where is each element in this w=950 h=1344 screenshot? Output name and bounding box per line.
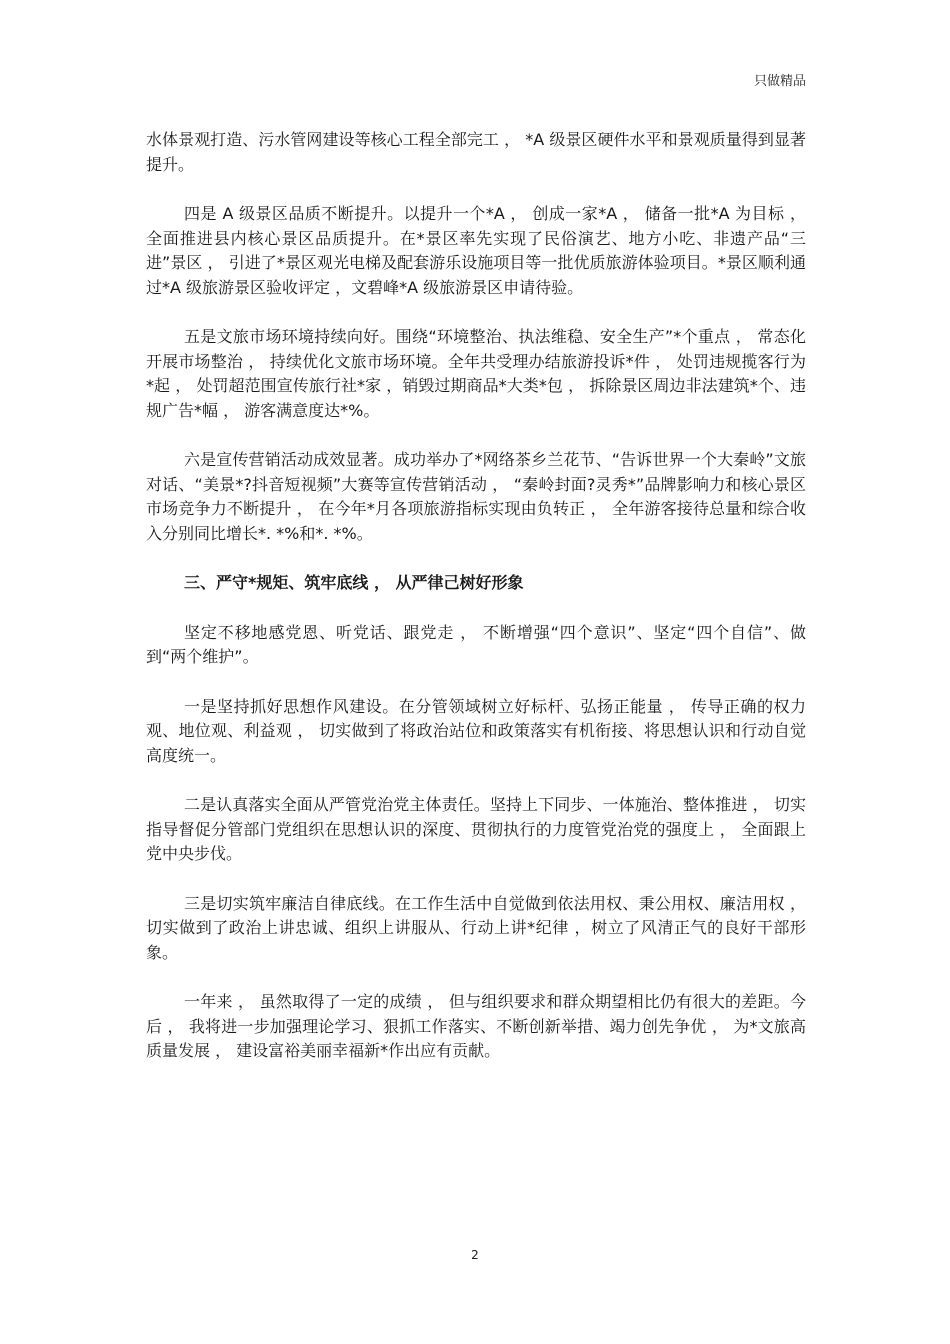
paragraph-conclusion: 一年来 ， 虽然取得了一定的成绩 ， 但与组织要求和群众期望相比仍有很大的差距。今后 ， 我将进一步加强理论学习、狠抓工作落实、不断创新举措、竭力创先争优 ， 为*文旅高质量发展 ， 建设富裕美丽幸福新*作出应有贡献。	[146, 992, 806, 1060]
document-body	[146, 128, 806, 1089]
paragraph-party-loyalty: 坚定不移地感党恩、听党话、跟党走 ， 不断增强“四个意识”、坚定“四个自信”、做到“两个维护”。	[146, 622, 806, 666]
paragraph-market-environment: 五是文旅市场环境持续向好。围绕“环境整治、执法维稳、安全生产”*个重点 ， 常态化开展市场整治 ， 持续优化文旅市场环境。全年共受理办结旅游投诉*件 ， 处罚违规揽客行为*起 ， 处罚超范围宣传旅行社*家 ，销毁过期商品*大类*包 ， 拆除景区周边非法建筑*个、违规广告*幅 ， 游客满意度达*%。	[146, 327, 806, 420]
section-heading-3: 三、严守*规矩、筑牢底线 ， 从严律己树好形象	[184, 573, 524, 592]
paragraph-integrity: 三是切实筑牢廉洁自律底线。在工作生活中自觉做到依法用权、秉公用权、廉洁用权 ， 切实做到了政治上讲忠诚、组织上讲服从、行动上讲*纪律 ，树立了风清正气的良好干部形象。	[146, 893, 806, 962]
paragraph-scenic-quality: 四是 A 级景区品质不断提升。以提升一个*A ， 创成一家*A ， 储备一批*A 为目标 ， 全面推进县内核心景区品质提升。在*景区率先实现了民俗演艺、地方小吃、非遗产品“三进”景区 ， 引进了*景区观光电梯及配套游乐设施项目等一批优质旅游体验项目。*景区顺利通过*A 级旅游景区验收评定 ，文碧峰*A 级旅游景区申请待验。	[146, 204, 806, 297]
page-number: 2	[471, 1248, 479, 1262]
paragraph-party-responsibility: 二是认真落实全面从严管党治党主体责任。坚持上下同步、一体施治、整体推进 ， 切实指导督促分管部门党组织在思想认识的深度、贯彻执行的力度管党治党的强度上 ， 全面跟上党中央步伐。	[146, 795, 806, 863]
paragraph-work-style: 一是坚持抓好思想作风建设。在分管领域树立好标杆、弘扬正能量 ， 传导正确的权力观、地位观、利益观 ， 切实做到了将政治站位和政策落实有机衔接、将思想认识和行动自觉高度统一。	[146, 696, 806, 765]
header-note: 只做精品	[753, 74, 806, 89]
paragraph-marketing: 六是宣传营销活动成效显著。成功举办了*网络茶乡兰花节、“告诉世界一个大秦岭”文旅对话、“美景*?抖音短视频”大赛等宣传营销活动 ， “秦岭封面?灵秀*”品牌影响力和核心景区市场竞争力不断提升 ， 在今年*月各项旅游指标实现由负转正 ， 全年游客接待总量和综合收入分别同比增长*. *%和*. *%。	[146, 450, 806, 543]
paragraph-continuation: 水体景观打造、污水管网建设等核心工程全部完工 ， *A 级景区硬件水平和景观质量得到显著提升。	[146, 130, 806, 174]
